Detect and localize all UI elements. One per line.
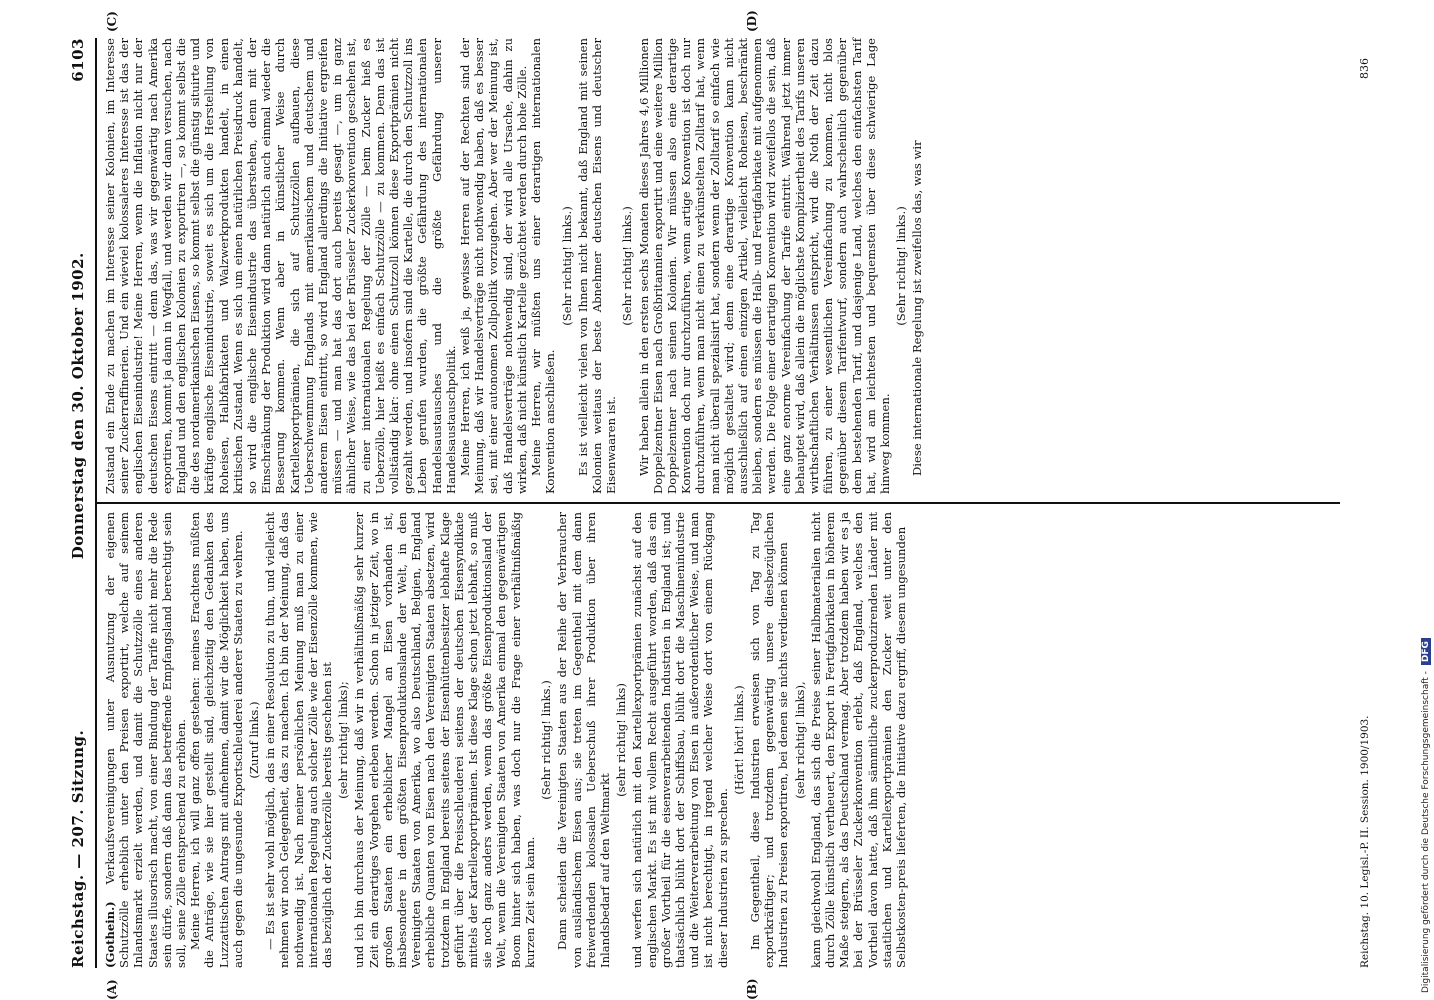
left-column — [103, 512, 908, 968]
digitization-text-line — [1421, 8, 1431, 993]
digitization-text: Digitalisierung gefördert durch die Deutsche Forschungsgemeinschaft - — [1421, 671, 1431, 993]
margin-mark-b: (B) — [745, 978, 759, 1000]
paragraph: und werfen sich natürlich mit den Kartellexportprämien zunächst auf den englischen Markt. Es ist mit vollem Recht ausgeführt worden, daß das ein großer Vortheil für die eisenverarbeitenden Industrien in England ist; und thatsächlich blüht dort der Schiffsbau, blüht dort die Maschinenindustrie und die Weiterverarbeitung von Eisen in außerordentlicher Weise, und man ist nicht berechtigt, in irgend welcher Weise dort von einem Rückgang dieser Industrien zu sprechen. — [630, 512, 730, 968]
interjection: (Sehr richtig! links.) — [894, 206, 909, 326]
interjection: (Zuruf links.) — [247, 701, 262, 779]
dfg-logo: DFG — [1421, 638, 1431, 665]
interjection: (Sehr richtig! links.) — [620, 206, 635, 326]
paragraph: kann gleichwohl England, das sich die Preise seiner Halbmaterialien nicht durch Zölle künstlich vertheuert, den Export in Fertigfabrikaten in höherem Maße steigern, als das Deutschland vermag. Aber trotzdem haben wir es ja bei der Brüsseler Zuckerkonvention erlebt, daß England, welches den Vortheil davon hatte, daß ihm sämmtliche zuckerproduzirenden Länder mit staatlichen und Kartellexportprämien den Zucker weit unter den Selbstkosten-preis lieferten, die Initiative dazu ergriff, diesem ungesunden — [808, 512, 908, 968]
interjection: (sehr richtig! links) — [614, 683, 629, 797]
margin-mark-d: (D) — [745, 10, 759, 32]
rotated-newspaper-page — [45, 10, 1375, 1000]
paragraph: Zustand ein Ende zu machen im Interesse seiner Kolonien, im Interesse seiner Zuckerraffinerien. Und ein wieviel kolossaleres Interesse ist das der englischen Eisenindustrie! Meine Herren, wenn die Inflation nicht nur der deutschen Eisens eintritt — denn das, was wir gegenwärtig nach Amerika exportiren, kommt ja dann in Wegfall, und werden wir dann versuchen, nach England und den englischen Kolonien zu exportiren —, so kommt selbst die die des nordamerikanischen Eisens, so kommt selbst die günstig situirte und kräftige englische Eisenindustrie, soweit es sich um die Herstellung von Roheisen, Halbfabrikaten und Walzwerkprodukten handelt, in einen kritischen Zustand. Wenn es sich um einen natürlichen Preisdruck handelt, so wird die englische Eisenindustrie das überstehen, denn mit der Einschränkung der Produktion wird dann natürlich auch einmal wieder die Besserung kommen. Wenn aber in künstlicher Weise durch Kartellexportprämien, die sich auf Schutzzöllen aufbauen, diese Ueberschwemmung Englands mit amerikanischem und deutschem und anderem Eisen eintritt, so wird England allerdings die Initiative ergreifen müssen — und man hat das dort auch bereits gesagt —, um in ganz ähnlicher Weise, wie das bei der Brüsseler Zuckerkonvention geschehen ist, zu einer internationalen Regelung der Zölle — beim Zucker hieß es Ueberzölle, hier heißt es einfach Schutzzölle — zu kommen. Denn das ist vollständig klar: ohne einen Schutzzoll können diese Exportprämien nicht gezahlt werden, und insofern sind die Kartelle, die durch den Schutzzoll ins Leben gerufen wurden, die größte Gefährdung des internationalen Handelsaustausches und die größte Gefährdung unserer Handelsaustauschpolitik. — [103, 38, 458, 494]
paragraph: Diese internationale Regelung ist zweifellos das, was wir — [910, 140, 925, 476]
paragraph: Dann scheiden die Vereinigten Staaten aus der Reihe der Verbraucher von ausländischem Eisen aus; sie treten im Gegentheil mit dem dann freiwerdenden kolossalen Ueberschuß ihrer Produktion über ihren Inlandsbedarf auf den Weltmarkt — [555, 512, 612, 968]
page-footer: Reichstag. 10. Legisl.-P. II. Session. 1900/1903. — [1359, 715, 1371, 968]
interjection: (sehr richtig! links); — [336, 681, 351, 799]
speaker-line — [103, 512, 188, 968]
page-header — [65, 38, 91, 968]
column-divider — [95, 502, 1340, 504]
interjection: (Sehr richtig! links.) — [559, 206, 574, 326]
margin-mark-a: (A) — [105, 979, 119, 1000]
paragraph: Meine Herren, ich will ganz offen gestehen: meines Erachtens müßten die Anträge, wie sie hier gestellt sind, gleichzeitig den Gedanken des Luzzattischen Antrags mit aufnehmen, damit wir die Möglichkeit haben, uns auch gegen die ungesunde Exportschleuderei anderer Staaten zu wehren. — [188, 512, 245, 968]
paragraph: Meine Herren, wir müßten uns einer derartigen internationalen Konvention anschließen. — [529, 38, 558, 494]
digitization-notice — [1410, 8, 1432, 993]
paragraph: — Es ist sehr wohl möglich, das in einer Resolution zu thun, und vielleicht nehmen wir noch Gelegenheit, das zu machen. Ich bin der Meinung, daß das nothwendig ist. Nach meiner persönlichen Meinung muß man zu einer internationalen Regelung auch solcher Zölle wie der Eisenzölle kommen, wie das bezüglich der Zuckerzölle bereits geschehen ist — [263, 512, 335, 968]
speaker-name: (Gothein.) — [103, 901, 117, 968]
paragraph: Im Gegentheil, diese Industrien erweisen sich von Tag zu Tag exportkräftiger; und trotzdem gegenwärtig unsere diesbezüglichen Industrien zu Preisen exportiren, bei denen sie nichts verdienen können — [747, 512, 791, 968]
header-date: Donnerstag den 30. Oktober 1902. — [69, 252, 87, 560]
sheet-number: 836 — [1358, 58, 1371, 79]
paragraph: Es ist vielleicht vielen von Ihnen nicht bekannt, daß England mit seinen Kolonien weitaus der beste Abnehmer deutschen Eisens und deutscher Eisenwaaren ist. — [575, 38, 619, 494]
header-session: Reichstag. — 207. Sitzung. — [69, 729, 87, 968]
paragraph: Verkaufsvereinigungen unter Ausnutzung der eigenen Schutzzölle erheblich unter den Preisen exportirt, welche auf seinem Inlandsmarkt erzielt werden, und damit die Schutzzölle eines anderen Staates illusorisch macht, von einer Bindung der Tarife nicht mehr die Rede sein dürfe, sondern daß dann das betreffende Empfangsland berechtigt sein soll, seine Zölle entsprechend zu erhöhen. — [103, 512, 189, 968]
paragraph: Wir haben allein in den ersten sechs Monaten dieses Jahres 4,6 Millionen Doppelzentner Eisen nach Großbritannien exportirt und eine weitere Million Doppelzentner nach seinen Kolonien. Wir müssen also eine derartige Konvention doch nur durchzuführen, wenn artige Konvention ist doch nur durchzuführen, wenn man nicht einen zu verkünstelten Zolltarif hat, wenn man nicht überall spezialisirt hat, sondern wenn der Zolltarif so einfach wie möglich gestaltet wird; denn eine derartige Konvention kann nicht ausschließlich auf einen einzigen Artikel, vielleicht Roheisen, beschränkt bleiben, sondern es müssen die Halb- und Fertigfabrikate mit aufgenommen werden. Die Folge einer derartigen Konvention wird zweifellos die sein, daß eine ganz enorme Vereinfachung der Tarife eintritt. Während jetzt immer behauptet wird, daß allein die möglichste Kompliziertheit des Tarifs unseren wirthschaftlichen Verhältnissen entspricht, wird die Noth der Zeit dazu führen, zu einer wesentlichen Vereinfachung zu kommen, nicht blos gegenüber diesem Tarifentwurf, sondern auch wahrscheinlich gegenüber dem bestehenden Tarif, und dasjenige Land, welches den einfachsten Tarif hat, wird am leichtesten und bequemsten über diese schwierige Lage hinweg kommen. — [636, 38, 892, 494]
interjection: (sehr richtig! links), — [792, 681, 807, 799]
interjection: (Hört! hört! links.) — [731, 685, 746, 795]
paragraph: Meine Herren, ich weiß ja, gewisse Herren auf der Rechten sind der Meinung, daß wir Handelsverträge nicht nothwendig haben, daß es besser sei, mit einer autonomen Zollpolitik vorzugehen. Aber wer der Meinung ist, daß Handelsverträge nothwendig sind, der wird alle Ursache, dahin zu wirken, daß nicht künstlich Kartelle gezüchtet werden durch hohe Zölle. — [458, 38, 529, 494]
right-column — [103, 38, 925, 494]
paragraph: und ich bin durchaus der Meinung, daß wir in verhältnißmäßig sehr kurzer Zeit ein derartiges Vorgehen erleben werden. Schon in jetziger Zeit, wo in großen Staaten ein erheblicher Mangel an Eisen vorhanden ist, insbesondere in dem größten Eisenproduktionslande der Welt, in den Vereinigten Staaten von Amerika, wo also Deutschland, Belgien, England erhebliche Quanten von Eisen nach den Vereinigten Staaten absetzen, wird trotzdem in England bereits seitens der Eisenhüttenbesitzer lebhafte Klage geführt über die Preisschleuderei seitens der deutschen Eisensyndikate mittels der Kartellexportprämien. Ist diese Klage schon jetzt lebhaft, so muß sie noch ganz anders werden, wenn das größte Eisenproduktionsland der Welt, wenn die Vereinigten Staaten von Amerika einmal den gegenwärtigen Boom hinter sich haben, was doch nur die Frage einer verhältnißmäßig kurzen Zeit sein kann. — [352, 512, 537, 968]
interjection: (Sehr richtig! links.) — [539, 680, 554, 800]
header-page-number: 6103 — [69, 38, 87, 82]
margin-mark-c: (C) — [105, 11, 119, 32]
